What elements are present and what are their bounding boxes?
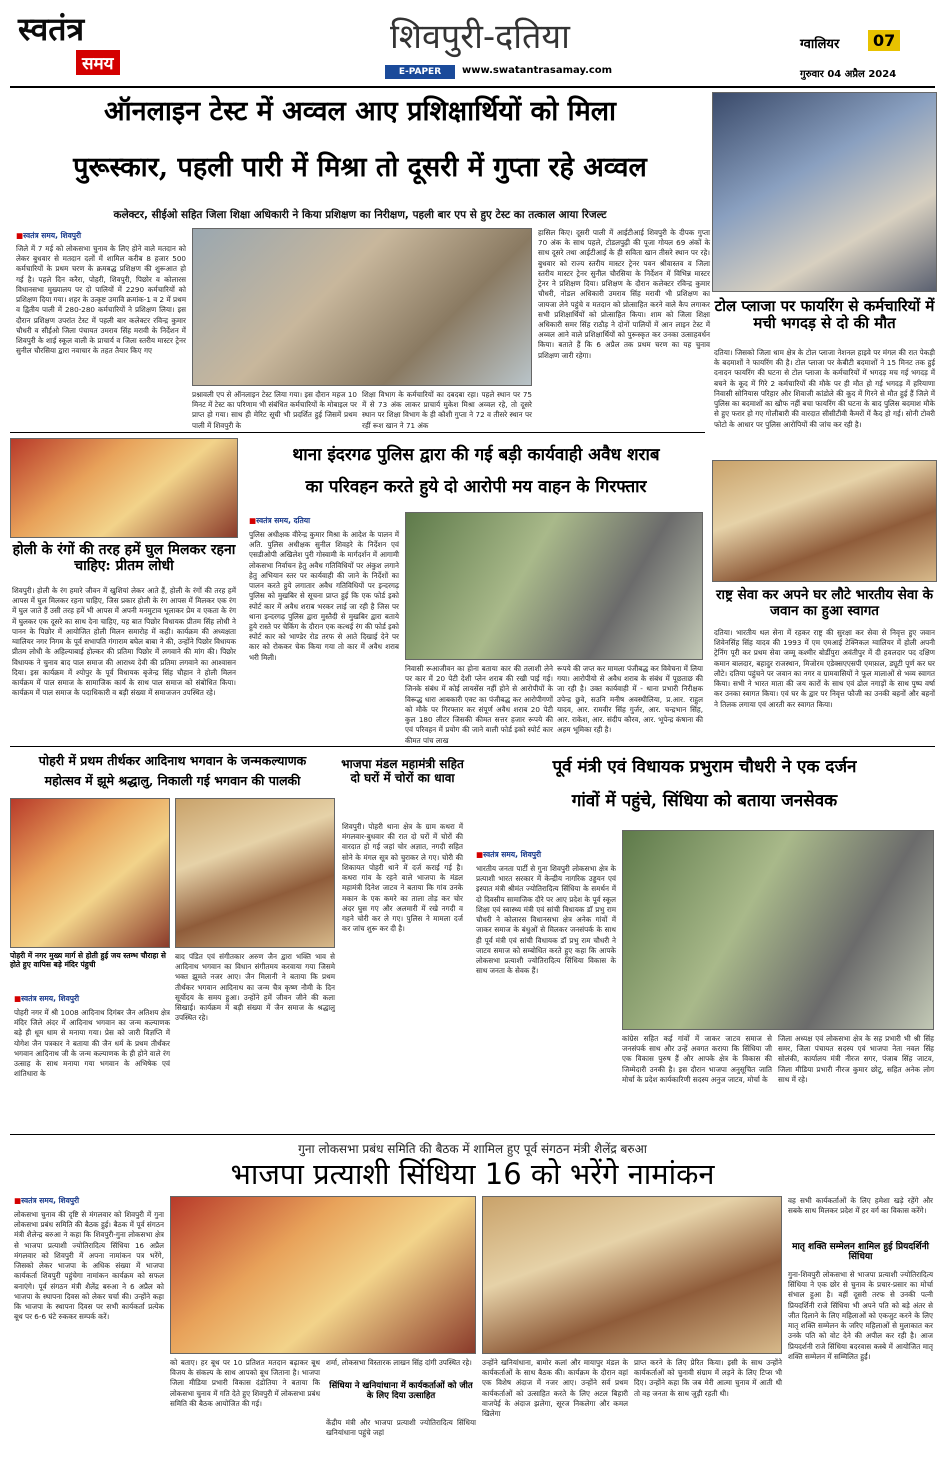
toll-plaza-photo	[712, 92, 937, 292]
story1-subhead: कलेक्टर, सीईओ सहित जिला शिक्षा अधिकारी ने किया प्रशिक्षण का निरीक्षण, पहली बार एप से हुए टेस्ट का तत्काल आया रिजल्ट	[113, 209, 607, 221]
minister-headline-line1: पूर्व मंत्री एवं विधायक प्रभुराम चौधरी ने एक दर्जन	[552, 757, 857, 777]
holi-headline: होली के रंगों की तरह हमें घुल मिलकर रहना चाहिए: प्रीतम लोधी	[12, 542, 236, 575]
theft-headline: भाजपा मंडल महामंत्री सहित दो घरों में चोरों का धावा	[341, 757, 464, 785]
army-headline: राष्ट्र सेवा कर अपने घर लौटे भारतीय सेवा के जवान का हुआ स्वागत	[716, 587, 933, 619]
divider-3	[10, 1134, 935, 1135]
story1-col2: प्रश्नावली एप से ऑनलाइन टेस्ट लिया गया। इस दौरान महज 10 मिनट में टेस्ट का परिणाम भी संबंधित कर्मचारियों के मोबाइल पर प्राप्त हो गया। साथ ही मेरिट सूची भी प्रदर्शित हुई जिसमें प्रथम पाली में शिवपुरी के	[192, 390, 357, 430]
scindia-col5: प्राप्त करने के लिए प्रेरित किया। इसी के साथ उन्होंने कार्यकर्ताओं को चुनावी संग्राम में लड़ने के लिए टिप्स भी दिए। उन्होंने कहा कि जब मेरी आत्मा चुनाव में आती थी तो वह जनता के साथ जुड़ी रहती थी।	[634, 1358, 782, 1398]
scindia-col3: शर्मा, लोकसभा विस्तारक लाखन सिंह दांगी उपस्थित रहे।	[326, 1358, 472, 1367]
story-prabhuram	[472, 750, 937, 1130]
minister-photo	[622, 830, 934, 1030]
pohri-photo-2	[175, 798, 335, 948]
scindia-side-headline: मातृ शक्ति सम्मेलन शामिल हुई प्रियदर्शिनी सिंधिया	[792, 1242, 929, 1263]
pohri-headline-line2: महोत्सव में झूमे श्रद्धालु, निकाली गई भगवान की पालकी	[44, 773, 301, 788]
scindia-col6: वह सभी कार्यकर्ताओं के लिए हमेशा खड़े रहेंगे और सबके साथ मिलकर प्रदेश में हर वर्ग का विकास करेंगे।	[788, 1196, 933, 1216]
edition-title: शिवपुरी-दतिया	[390, 17, 570, 57]
minister-col1: भारतीय जनता पार्टी से गुना शिवपुरी लोकसभा क्षेत्र के प्रत्याशी भारत सरकार में केन्द्रीय नागरिक उड्डयन एवं इस्पात मंत्री श्रीमंत ज्योतिरादित्य सिंधिया के समर्थन में दो दिवसीय सामाजिक दौरे पर आए प्रदेश के पूर्व स्कूल शिक्षा एवं स्वास्थ्य मंत्री एवं सांची विधायक डॉ प्रभु राम चौधरी ने कोलारस विधानसभा क्षेत्र अनेक गांवों में जाकर समाज के बंधुओं से मिलकर जनसंपर्क के साथ ही पूर्व मंत्री एवं सांची विधायक डॉ प्रभु राम चौधरी ने जाटव समाज को सम्बोधित करते हुए कहा कि आपके लोकसभा प्रत्याशी ज्योतिरादित्य सिंधिया विकास के साथ जनता के सेवक हैं।	[476, 864, 616, 976]
scindia-byline: ■ स्वतंत्र समय, शिवपुरी	[14, 1196, 164, 1206]
police-headline-line1: थाना इंदरगढ पुलिस द्वारा की गई बड़ी कार्यवाही अवैध शराब	[292, 445, 660, 465]
police-photo	[405, 512, 703, 660]
theft-text: शिवपुरी। पोहरी थाना क्षेत्र के ग्राम कथरा में मंगलवार-बुधवार की रात दो घरों में चोरों की वारदात हो गई जहां चोर अज्ञात, नगदी सहित सोने के मंगल सूत्र को चुराकर ले गए। चोरी की शिकायत पोहरी थाने में दर्ज कराई गई है। कथरा गांव के रहने वाले भाजपा के मंडल महामंत्री दिनेश जाटव ने बताया कि गांव उनके मकान के एक कमरे का ताला तोड़ कर चोर अंदर घुस गए और अलमारी में रखे नगदी व गहने चोरी कर ले गए। पुलिस ने मामला दर्ज कर जांच शुरू कर दी है।	[342, 822, 463, 934]
police-col2: निवासी रूआजीवन का होना बताया कार की तलाशी लेने पर कार में 20 पेटी देशी प्लेन शराब की रखी पाई गई। जिनके संबंध में कोई लायसेंस नहीं होने से आरोपीयों के विरूद्ध धारा आबकारी एक्ट का पंजीबद्ध कर आरोपीगणों को मौके पर गिरफ्तार कर संपूर्ण अवैध शराब 20 पेटी कुल 180 लीटर जिसकी कीमत सत्तर हजार रूपये की एवं परिवहन में प्रयोग की जाने वाली फोर्ड इको स्पोर्ट कार कीमत पांच लाख	[405, 664, 553, 745]
divider-1	[10, 432, 705, 433]
story-scindia-nomination	[10, 1196, 935, 1464]
toll-plaza-headline: टोल प्लाजा पर फायरिंग से कर्मचारियों में मची भगदड़ से दो की मौत	[714, 297, 935, 333]
divider-2	[10, 746, 935, 747]
minister-byline: ■ स्वतंत्र समय, शिवपुरी	[476, 850, 616, 860]
police-headline-line2: का परिवहन करते हुये दो आरोपी मय वाहन के गिरफ्तार	[305, 477, 647, 497]
pohri-byline: ■ स्वतंत्र समय, शिवपुरी	[14, 994, 170, 1004]
story-toll-plaza	[712, 92, 937, 452]
story1-photo	[192, 228, 532, 386]
minister-col3: जिला अध्यक्ष एवं लोकसभा क्षेत्र के सह प्रभारी भी श्री सिंह समर, जिला पंचायत सदस्य एवं भाजपा नेता नवल सिंह सोलंकी, कार्यालय मंत्री नीरज सगर, पंजाब सिंह जाटव, जिला मीडिया प्रभारी नीरज कुमार छोटू, सहित अनेक लोग साथ में रहे।	[778, 1034, 934, 1084]
pohri-photo-1	[10, 798, 170, 948]
scindia-col2: को बताए। हर बूथ पर 10 प्रतिशत मतदान बढ़ाकर बूथ विजय के संकल्प के साथ आपको बूथ जिताना है। भाजपा जिला मीडिया प्रभारी विकास दंडोतिया ने बताया कि लोकसभा चुनाव में गति देते हुए शिवपुरी में लोकसभा प्रबंध समिति की बैठक आयोजित की गई।	[170, 1358, 320, 1408]
police-byline: ■ स्वतंत्र समय, दतिया	[249, 516, 399, 526]
story-army-jawan	[712, 460, 937, 740]
story1-headline-line1: ऑनलाइन टेस्ट में अव्वल आए प्रशिक्षार्थियों को मिला	[103, 96, 617, 127]
story1-col3: शिक्षा विभाग के कर्मचारियों का दबदबा रहा। पहले स्थान पर 75 में से 73 अंक लाकर प्राचार्य मुकेश मिश्रा अव्वल रहे, तो दूसरे स्थान पर शिक्षा विभाग के ही कौशी गुप्ता ने 72 व तीसरे स्थान पर रहीं रूश खान ने 71 अंक	[362, 390, 532, 430]
logo-bottom-text: समय	[76, 50, 120, 75]
newspaper-logo	[18, 10, 168, 82]
police-col1: पुलिस अधीक्षक वीरेन्द्र कुमार मिश्रा के आदेश के पालन में अति. पुलिस अधीक्षक सुनील शिवहरे के निर्देशन एवं एसडीओपी अखिलेश पुरी गोस्वामी के मार्गदर्शन में आगामी लोकसभा निर्वाचन हेतु अवैध गतिविधियों पर अंकुश लगाने हेतु अभियान स्तर पर कार्यवाही की जाने के निर्देशों का पालन करते हुये लगातार अवैध गतिविधियों पर इन्दरगढ़ पुलिस को मुखबिर से सूचना प्राप्त हुई कि एक फोर्ड इको स्पोर्ट कार में अवैध शराब भरकर लाई जा रही है जिस पर थाना इन्दरगढ़ पुलिस द्वारा मुस्तैदी से मुखबिर द्वारा बताये हुये रास्ते पर चेकिंग के दौरान एक कत्थई रंग की फोर्ड इको स्पोर्ट कार को भाण्डेर रोड तरफ से आते दिखाई देने पर कार को रोककर चेक किया गया तो कार में अवैध शराब भरी मिली।	[249, 530, 399, 662]
banner-kicker: गुना लोकसभा प्रबंध समिति की बैठक में शामिल हुए पूर्व संगठन मंत्री शैलेंद्र बरुआ	[298, 1142, 647, 1156]
holi-photo	[10, 438, 238, 538]
scindia-col3b: केंद्रीय मंत्री और भाजपा प्रत्याशी ज्योतिरादित्य सिंधिया खनियांधाना पहुंचे जहां	[326, 1418, 476, 1438]
army-text: दतिया। भारतीय थल सेना में रहकर राष्ट्र की सुरक्षा कर सेवा से निवृत्त हुए जवान शिवेनसिंह सिंह यादव की 1993 में एम एमआई टेक्निकल ग्वालियर में होली अपनी ट्रेनिंग पूरी कर प्रथम सेवा जम्मू कश्मीर बोर्डीपुरा अवंतीपुर में दी हवलदार पद दक्षिण कमान बालदार, बहादुर राजस्थान, मिजोरम एडेक्सएएसपी एमफ़ाल, ड्यूटी पूर्ण कर घर लौटे। दतिया पहुंचने पर जवान का नगर व ग्रामवासियों ने फूल मालाओं से भव्य स्वागत किया। सभी ने भारत माता की जय कारों के साथ एवं ढोल नगाड़ों के साथ पुष्प वर्षा कर उनका स्वागत किया। एवं घर के द्वार पर निवृत्त फौजी का उनकी बहनों और बहनों ने तिलक लगाया एवं आरती कर स्वागत किया।	[714, 628, 935, 709]
masthead-divider	[10, 86, 935, 88]
city-label: ग्वालियर	[800, 37, 840, 52]
holi-text: शिवपुरी। होली के रंग हमारे जीवन में खुशियां लेकर आते हैं, होली के रंगों की तरह हमें आपस में घुल मिलकर रहना चाहिए, जिस प्रकार होली के रंग आपस में मिलकर एक रंग में घुल जाते हैं उसी तरह हमें भी आपस में अपनी मनमुटाव भूलाकर प्रेम व एकता के रंग में घुलकर एक दूसरे का साथ देना चाहिए, यह बात पिछोर विधायक प्रीतम सिंह लोधी ने पानन के पिछोर में आयोजित होली मिलन समारोह में कही। कार्यक्रम की अध्यक्षता ग्वालियर नगर निगम के पूर्व सभापति गंगाराम बघेल बाबा ने की, उन्होंने पिछोर विधायक प्रीतम लोधी के अहिल्याबाई होल्कर की प्रतिमा पिछोर में लगवाने की मांग की। पिछोर विधायक ने चुनाव बाद पाल समाज की आराध्य देवी की प्रतिमा लगवाने का आश्वासन दिया। इस कार्यक्रम में श्योपुर के पूर्व विधायक बृजेन्द्र सिंह चौहान ने होली मिलन कार्यक्रम में पाल समाज के सामाजिक कार्य के साथ पाल समाज को संबोधित किया। कार्यक्रम में पाल समाज के पदाधिकारी व बड़ी संख्या में समाजजन उपस्थित रहे।	[12, 586, 236, 698]
logo-top-text: स्वतंत्र	[18, 10, 85, 48]
scindia-col1: लोकसभा चुनाव की दृष्टि से मंगलवार को शिवपुरी में गुना लोकसभा प्रबंध समिति की बैठक हुई। बैठक में पूर्व संगठन मंत्री शैलेन्द्र बरुआ ने कहा कि शिवपुरी-गुना लोकसभा क्षेत्र से भाजपा प्रत्याशी ज्योतिरादित्य सिंधिया 16 अप्रैल मंगलवार को शिवपुरी में अपना नामांकन पत्र भरेंगे, जिसको लेकर भाजपा के अधिक संख्या में भाजपा कार्यकर्ता शिवपुरी पहुंचेगा नामांकन कार्यक्रम को सफल बनाएंगे। पूर्व संगठन मंत्री शैलेंद्र बरुआ ने 6 अप्रैल को भाजपा के स्थापना दिवस को लेकर चर्चा की। उन्होंने कहा कि भाजपा के स्थापना दिवस पर सभी कार्यकर्ता प्रत्येक बूथ पर 6-6 घंटे रुककर सम्पर्क करें।	[14, 1210, 164, 1322]
story-pohri-jain	[10, 750, 335, 1130]
epaper-label: E-PAPER	[385, 65, 455, 79]
scindia-col4: उन्होंने खनियांधाना, बामोर कलां और मायापुर मंडल के कार्यकर्ताओं के साथ बैठक की। कार्यक्रम के दौरान वहां एक विशेष अंदाज में नजर आए। उन्होंने सर्व प्रथम कार्यकर्ताओं को उत्साहित करते के लिए अटल बिहारी वाजपेई के अंदाज झलेगा, सूरज निकलेगा और कमल खिलेगा	[482, 1358, 628, 1419]
pohri-headline-line1: पोहरी में प्रथम तीर्थकर आदिनाथ भगवान के जन्मकल्याणक	[38, 753, 307, 768]
scindia-side-text: गुना-शिवपुरी लोकसभा से भाजपा प्रत्याशी ज्योतिरादित्य सिंधिया ने एक छोर से चुनाव के प्रचार-प्रसार का मोर्चा संभाल हुआ है। वहीं दूसरी तरफ से उनकी पत्नी प्रियदर्शिनी राजे सिंधिया भी अपने पति को बड़े अंतर से जीत दिलाने के लिए महिलाओं को एकजुट करने के लिए मातृ शक्ति सम्मेलन के जरिए महिलाओं से मुलाकात कर उनके पति को वोट देने की अपील कर रही है। आज प्रियदर्शनी राजे सिंधिया बदरवास कस्बे में आयोजित मातृ शक्ति सम्मेलन में सम्मिलित हुईं।	[788, 1270, 933, 1361]
banner-headline: भाजपा प्रत्याशी सिंधिया 16 को भरेंगे नामांकन	[230, 1157, 715, 1191]
pohri-caption: पोहरी में नगर मुख्य मार्ग से होती हुई जय स्तम्भ चौराहा से होते हुए वापिस बड़े मंदिर पंहुची	[10, 951, 166, 969]
story1-col1: जिले में 7 मई को लोकसभा चुनाव के लिए होने वाले मतदान को लेकर बुधवार से मतदान दलों में शामिल करीब 8 हजार 500 कर्मचारियों के प्रथम चरण के क्रमबद्ध प्रशिक्षण की शुरूआत हो गई है। पहले दिन करैरा, पोहरी, शिवपुरी, पिछोर व कोलारस विधानसभा मुख्यालय पर दो पालियों में 2290 कर्मचारियों को प्रशिक्षण दिया गया। शहर के उत्कृष्ट उमावि क्रमांक-1 व 2 में प्रथम व द्वितीय पाली में 280-280 कर्मचारियों ने प्रशिक्षण लिया। इस दौरान प्रशिक्षण उपरांत टेस्ट में पहली बार कलेक्टर रविन्द्र कुमार चौधरी व सीईओ जिला पंचायत उमराव सिंह मरावी के निर्देशन में शिवपुरी के शाई स्कूल वाली के प्राचार्य व जिला स्तरीय मास्टर ट्रेनर सुनील चौरसिया द्वारा नवाचार के तहत तैयार किए गए	[16, 244, 186, 356]
issue-date: गुरुवार 04 अप्रैल 2024	[800, 69, 897, 80]
minister-headline-line2: गांवों में पहुंचे, सिंधिया को बताया जनसेवक	[571, 791, 838, 811]
minister-col2: कांग्रेस सहित कई गांवों में जाकर जाटव समाज से जनसंपर्क साथ और उन्हें अवगत कराया कि सिंधिया जी एक विकास पुरुष हैं और आपके क्षेत्र के विकास की जिम्मेदारी उनकी है। इस दौरान भाजपा अनुसूचित जाति मोर्चा के प्रदेश कार्यकारिणी सदस्य अनुज जाटव, मोर्चा के	[622, 1034, 772, 1084]
police-col3: रूपये की जप्त कर मामला पंजीबद्ध कर विवेचना में लिया गया। आरोपीयो से अवैध शराब के संबंध में पूछताछ की जा रही है। उक्त कार्यवाही में - थाना प्रभारी निरीक्षक उपेन्द्र छुवे, सउनि मनीष अवस्थीलिया, प्र.आर. राहुल यादव, आर. रामवीर सिंह गुर्जर, आर. चन्द्रभान सिंह, आर. राकेश, आर. संदीप कौरव, आर. भूपेन्द्र कंषाना की अहम भूमिका रही है।	[557, 664, 703, 735]
page-number: 07	[868, 30, 900, 51]
scindia-photo-1	[170, 1196, 476, 1354]
story-theft	[340, 750, 465, 1130]
website-link[interactable]: www.swatantrasamay.com	[462, 65, 613, 76]
scindia-sub-headline: सिंधिया ने खनियांधाना में कार्यकर्ताओं को जीत के लिए दिया उत्साहित	[329, 1381, 473, 1401]
story1-byline: ■ स्वतंत्र समय, शिवपुरी	[16, 231, 186, 241]
story1-headline-line2: पुरूस्कार, पहली पारी में मिश्रा तो दूसरी में गुप्ता रहे अव्वल	[73, 152, 647, 183]
masthead	[0, 0, 945, 88]
pohri-col1: पोहरी नगर में श्री 1008 आदिनाथ दिगंबर जैन अतिशय क्षेत्र मंदिर जिले अंदर में आदिनाथ भगवान का जन्म कल्याणक बड़े ही धूम धाम से मनाया गया। प्रेस को जारी विज्ञप्ति में योगेश जैन पत्रकार ने बताया की जैन धर्म के प्रथम तीर्थंकर भगवान आदिनाथ जी के जन्म कल्याणक के ही होने वाले रंग उत्साह के साथ मनाया गया भगवान के अभिषेक एवं शांतिधारा के	[14, 1008, 170, 1079]
story-training-test	[10, 90, 710, 430]
scindia-banner	[10, 1138, 935, 1194]
toll-plaza-text: दतिया। जिसको जिला धाम क्षेत्र के टोल प्लाजा नेशनल हाइवे पर मंगल की रात पेकड़ी के बदमाशों ने फायरिंग की है। टोल प्लाजा पर केबीटी बदमाशों ने 15 मिनट तक हुई दनादन फायरिंग की घटना से टोल प्लाजा के कर्मचारियों में भगदड़ मच गई भगदड़ में बचने के कूद में गिरे 2 कर्मचारियों की मौके पर ही मौत हो गई भगदड़ में हरियाणा निवासी सोनियास परिहार और शिवाजी कांडोले की कूद में गिरने से मौत हुई हैं जिले में पुलिस का बदमाशों का खौफ नहीं बचा फायरिंग की घटना के बाद पुलिस बदमाश मौके से हुए फरार हो गए गोलीबारी की वारदात सीसीटीवी कैमरों में कैद हो गई। सोनी टोवरी फोटो के आधार पर पुलिस आरोपियों की जांच कर रही है।	[714, 348, 935, 429]
army-photo	[712, 460, 937, 582]
story-police-liquor	[245, 438, 707, 745]
story1-col4: हासिल किए। दूसरी पाली में आईटीआई शिवपुरी के दीपक गुप्ता 70 अंक के साथ पहले, टोडलपुढ़ी की पूजा गोयल 69 अंकों के साथ दूसरे तथा आईटीआई के ही सविता खान तीसरे स्थान पर रहे। बुधवार को राज्य स्तरीय मास्टर ट्रेनर पवन श्रीवास्तव व जिला स्तरीय मास्टर ट्रेनर सुनील चौरसिया के निर्देशन में विभिन्न मास्टर ट्रेनर ने प्रशिक्षण दिया। प्रशिक्षण के दौरान कलेक्टर रविन्द्र कुमार चौधरी, नोडल अधिकारी उमराव सिंह मरावी भी प्रशिक्षण का जायजा लेने पहुंचे व मतदान को प्रोत्साहित करने वाले कैप लगाकर सभी प्रशिक्षार्थियों को प्रोत्साहित किया। शाम को जिला शिक्षा अधिकारी समर सिंह राठौड़ ने दोनों पालियों में आन लाइन टेस्ट में अव्वल आने वाले प्रशिक्षार्थियों को पुरूस्कृत कर उनका उत्साहवर्धन किया। बताते हैं कि 6 अप्रैल तक प्रथम चरण का यह चुनाव प्रशिक्षण जारी रहेगा।	[538, 228, 710, 360]
pohri-col2: बाद पंडित एवं संगीतकार अरुण जैन द्वारा भक्ति भाव से आदिनाथ भगवान का विधान संगीतमय करवाया गया जिसमे भक्त झूमते नजर आए। जैन मिलानी ने बताया कि प्रथम तीर्थंकर भगवान आदिनाथ का जन्म चैत्र कृष्ण नौमी के दिन सूर्योदय के समय हुआ। उन्होंने हमें जीवन जीने की कला सिखाई। कार्यक्रम में बड़ी संख्या में जैन समाज के श्रद्धालु उपस्थित रहे।	[175, 952, 335, 1023]
scindia-photo-2	[482, 1196, 782, 1354]
story-holi	[10, 438, 238, 738]
